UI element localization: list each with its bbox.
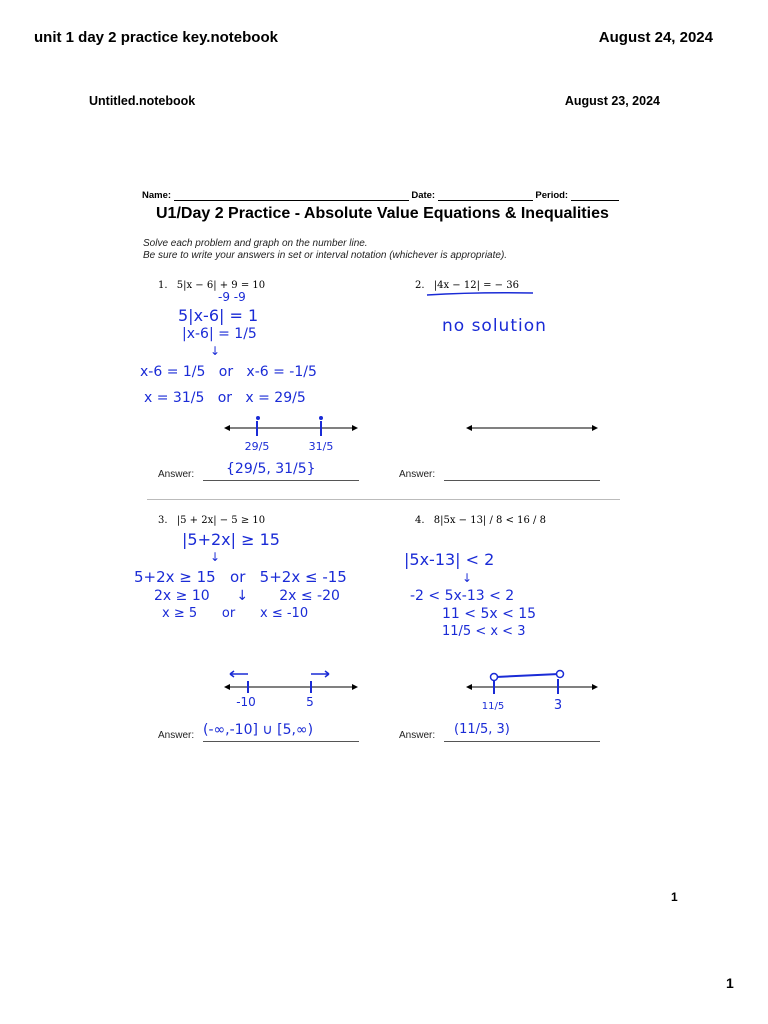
problem-2-answer-line [444,480,600,481]
problem-4-number-line [462,665,604,715]
problem-1-work-arrow: ↓ [210,344,221,358]
inner-page-number: 1 [671,890,678,904]
instructions-line-2: Be sure to write your answers in set or interval notation (whichever is appropriate). [143,250,508,261]
problem-1-tick-label-right: 31/5 [308,440,334,453]
problem-3-answer-line [203,741,359,742]
problem-1-answer-label: Answer: [158,469,195,480]
problem-1-number: 1. [158,280,168,291]
problem-4-tick-label-left: 11/5 [481,701,505,712]
problem-4-work-step-2: -2 < 5x-13 < 2 [410,588,515,604]
problem-3-number: 3. [158,515,168,526]
worksheet-title: U1/Day 2 Practice - Absolute Value Equations & Inequalities [156,205,609,222]
problem-4-number: 4. [415,515,425,526]
instructions-line-1: Solve each problem and graph on the number line. [143,238,368,249]
outer-page-number: 1 [726,975,734,991]
problem-4-work-arrow: ↓ [462,571,473,585]
problem-1-work-step-3: |x-6| = 1/5 [182,326,257,342]
instructions [143,238,507,262]
problem-4-open-point-left [491,674,498,681]
section-divider [147,499,620,500]
problem-4-open-point-right [557,671,564,678]
problem-3-answer: (-∞,-10] ∪ [5,∞) [203,722,314,738]
problem-3-work-step-2: 5+2x ≥ 15 or 5+2x ≤ -15 [134,568,347,586]
date-line [438,191,533,201]
problem-3-work-step-3: 2x ≥ 10 ↓ 2x ≤ -20 [154,588,340,604]
problem-1-tick-label-left: 29/5 [244,440,270,453]
name-label: Name: [142,190,172,201]
problem-2-answer-label: Answer: [399,469,436,480]
problem-3-arrow-right [311,671,329,677]
problem-4-expression: 8|5x − 13| / 8 < 16 / 8 [433,515,546,526]
problem-2-number: 2. [415,280,425,291]
name-line [174,191,409,201]
document-filename: unit 1 day 2 practice key.notebook [34,29,278,46]
problem-4-answer-label: Answer: [399,730,436,741]
problem-3-answer-label: Answer: [158,730,195,741]
problem-3-expression: |5 + 2x| − 5 ≥ 10 [176,515,266,526]
problem-1-answer: {29/5, 31/5} [226,461,316,477]
problem-1-work-step-5: x = 31/5 or x = 29/5 [144,390,306,406]
problem-3-work-step-1: |5+2x| ≥ 15 [182,530,280,549]
date-label: Date: [411,190,436,201]
inner-filename: Untitled.notebook [89,94,196,108]
problem-4-work-step-4: 11/5 < x < 3 [442,624,526,639]
problem-4-work-step-3: 11 < 5x < 15 [442,606,537,622]
problem-3-tick-label-right: 5 [306,695,314,709]
problem-4-answer: (11/5, 3) [454,722,510,737]
problem-3-work-arrow: ↓ [210,550,221,564]
period-line [571,191,619,201]
problem-2-underline [425,290,537,298]
inner-date: August 23, 2024 [564,94,660,108]
problem-1-work-step-1: -9 -9 [218,290,246,304]
problem-1-point-right [319,416,323,420]
problem-4-tick-label-right: 3 [553,698,563,713]
document-date: August 24, 2024 [598,29,713,46]
problem-4-work-step-1: |5x-13| < 2 [404,550,495,569]
period-label: Period: [535,190,569,201]
name-date-period-row [142,190,622,201]
problem-1-statement [158,280,265,291]
problem-1-expression: 5|x − 6| + 9 = 10 [176,280,266,291]
problem-4-answer-line [444,741,600,742]
problem-1-work-step-2: 5|x-6| = 1 [178,306,259,325]
problem-1-answer-line [203,480,359,481]
problem-1-number-line [220,412,365,462]
problem-1-work-step-4: x-6 = 1/5 or x-6 = -1/5 [140,364,317,380]
problem-3-work-step-4: x ≥ 5 or x ≤ -10 [162,606,309,621]
problem-3-tick-label-left: -10 [236,695,256,709]
problem-3-number-line [220,665,365,710]
problem-4-interval-segment [496,674,559,677]
problem-3-statement [158,515,265,526]
problem-1-point-left [256,416,260,420]
problem-2-number-line [462,418,604,438]
problem-2-expression: |4x − 12| = − 36 [433,280,519,291]
problem-3-arrow-left [230,671,248,677]
problem-2-work: no solution [442,316,547,336]
problem-4-statement [415,515,546,526]
